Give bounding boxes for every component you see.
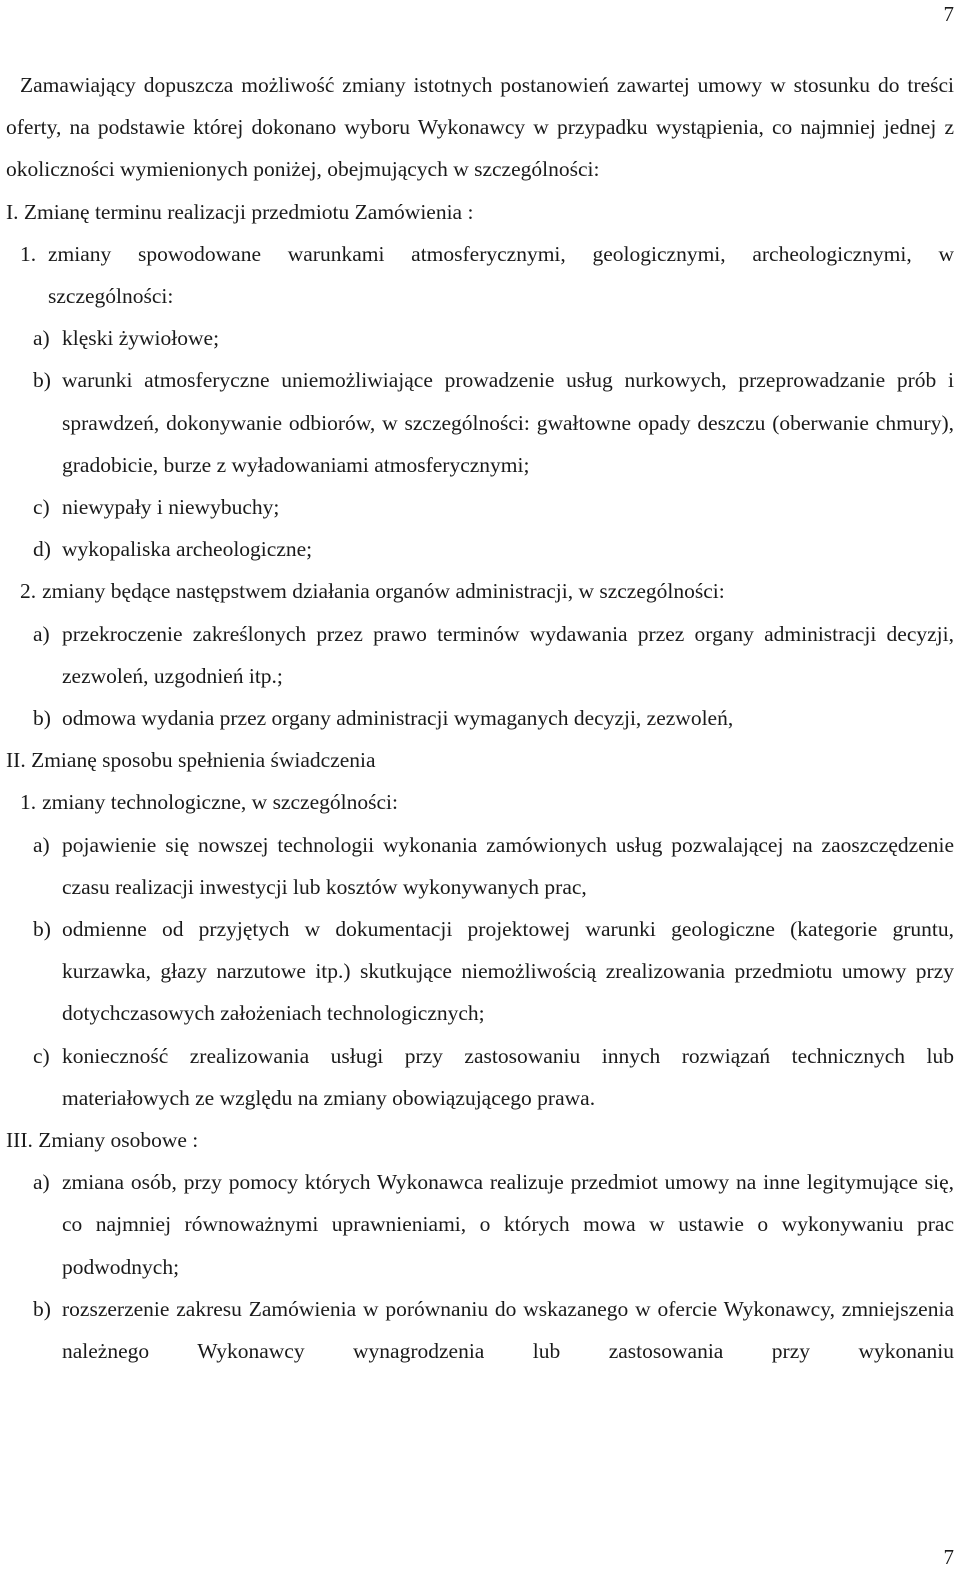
subitem-text: przekroczenie zakreślonych przez prawo terminów wydawania przez organy administracji decyzji, zezwoleń, uzgodnień itp.; [62, 621, 954, 688]
subitem-text: odmienne od przyjętych w dokumentacji projektowej warunki geologiczne (kategorie gruntu, kurzawka, głazy narzutowe itp.) skutkujące niemożliwością zrealizowania przedmiotu umowy przy dotychczasowych założeniach technologicznych; [62, 917, 954, 1026]
section-2-item-1-b [6, 908, 954, 1035]
subitem-marker: d) [33, 537, 51, 562]
item-marker: 1. [20, 241, 37, 266]
section-3-title: Zmiany osobowe : [38, 1128, 199, 1153]
section-2-title: Zmianę sposobu spełnienia świadczenia [31, 748, 376, 773]
section-1-item-1 [6, 233, 954, 317]
section-2-item-1-c [6, 1035, 954, 1119]
subitem-text: pojawienie się nowszej technologii wykonania zamówionych usług pozwalającej na zaoszczędzenie czasu realizacji inwestycji lub kosztów wykonywanych prac, [62, 832, 954, 899]
section-1-title: Zmianę terminu realizacji przedmiotu Zamówienia : [23, 199, 474, 224]
subitem-marker: a) [33, 621, 50, 646]
subitem-text: konieczność zrealizowania usługi przy zastosowaniu innych rozwiązań technicznych lub materiałowych ze względu na zmiany obowiązującego prawa. [62, 1043, 954, 1110]
section-1-heading [6, 191, 954, 233]
section-3-item-a [6, 1161, 954, 1288]
section-1-item-1-b [6, 359, 954, 486]
subitem-marker: c) [33, 1043, 50, 1068]
subitem-marker: b) [33, 917, 51, 942]
subitem-marker: b) [33, 1296, 51, 1321]
section-3-heading [6, 1119, 954, 1161]
subitem-text: warunki atmosferyczne uniemożliwiające prowadzenie usług nurkowych, przeprowadzanie prób i sprawdzeń, dokonywanie odbiorów, w szczególności: gwałtowne opady deszczu (oberwanie chmury), gradobicie, burze z wyładowaniami atmosferycznymi; [62, 368, 954, 477]
subitem-marker: a) [33, 1170, 50, 1195]
section-2-item-1 [6, 781, 954, 823]
subitem-text: wykopaliska archeologiczne; [62, 537, 313, 562]
subitem-marker: a) [33, 326, 50, 351]
subitem-marker: b) [33, 368, 51, 393]
section-2-heading [6, 739, 954, 781]
document-body [6, 64, 954, 1372]
section-1-item-1-c [6, 486, 954, 528]
subitem-marker: c) [33, 495, 50, 520]
section-2-number: II. [6, 748, 26, 773]
section-2-item-1-a [6, 824, 954, 908]
item-marker: 2. [20, 579, 37, 604]
section-1-item-2 [6, 570, 954, 612]
subitem-marker: a) [33, 832, 50, 857]
section-1-item-2-a [6, 613, 954, 697]
subitem-marker: b) [33, 706, 51, 731]
item-text: zmiany technologiczne, w szczególności: [42, 790, 398, 815]
subitem-text: rozszerzenie zakresu Zamówienia w porównaniu do wskazanego w ofercie Wykonawcy, zmniejszenia należnego Wykonawcy wynagrodzenia lub zastosowania przy wykonaniu [62, 1296, 954, 1364]
section-3-item-b [6, 1288, 954, 1372]
subitem-text: klęski żywiołowe; [62, 326, 220, 351]
subitem-text: odmowa wydania przez organy administracji wymaganych decyzji, zezwoleń, [62, 706, 734, 731]
subitem-text: zmiana osób, przy pomocy których Wykonawca realizuje przedmiot umowy na inne legitymujące się, co najmniej równoważnymi uprawnieniami, o których mowa w ustawie o wykonywaniu prac podwodnych; [62, 1170, 954, 1279]
page-number-bottom: 7 [943, 1545, 954, 1569]
section-1-item-1-a [6, 317, 954, 359]
section-1-item-2-b [6, 697, 954, 739]
section-3-number: III. [6, 1128, 33, 1153]
item-text: zmiany będące następstwem działania organów administracji, w szczególności: [42, 579, 725, 604]
item-marker: 1. [20, 790, 37, 815]
subitem-text: niewypały i niewybuchy; [62, 495, 280, 520]
intro-paragraph: Zamawiający dopuszcza możliwość zmiany istotnych postanowień zawartej umowy w stosunku do treści oferty, na podstawie której dokonano wyboru Wykonawcy w przypadku wystąpienia, co najmniej jednej z okoliczności wymienionych poniżej, obejmujących w szczególności: [6, 73, 954, 182]
section-1-item-1-d [6, 528, 954, 570]
section-1-number: I. [6, 199, 19, 224]
item-text: zmiany spowodowane warunkami atmosferycznymi, geologicznymi, archeologicznymi, w szczególności: [48, 241, 954, 309]
page-number-top: 7 [943, 2, 954, 26]
